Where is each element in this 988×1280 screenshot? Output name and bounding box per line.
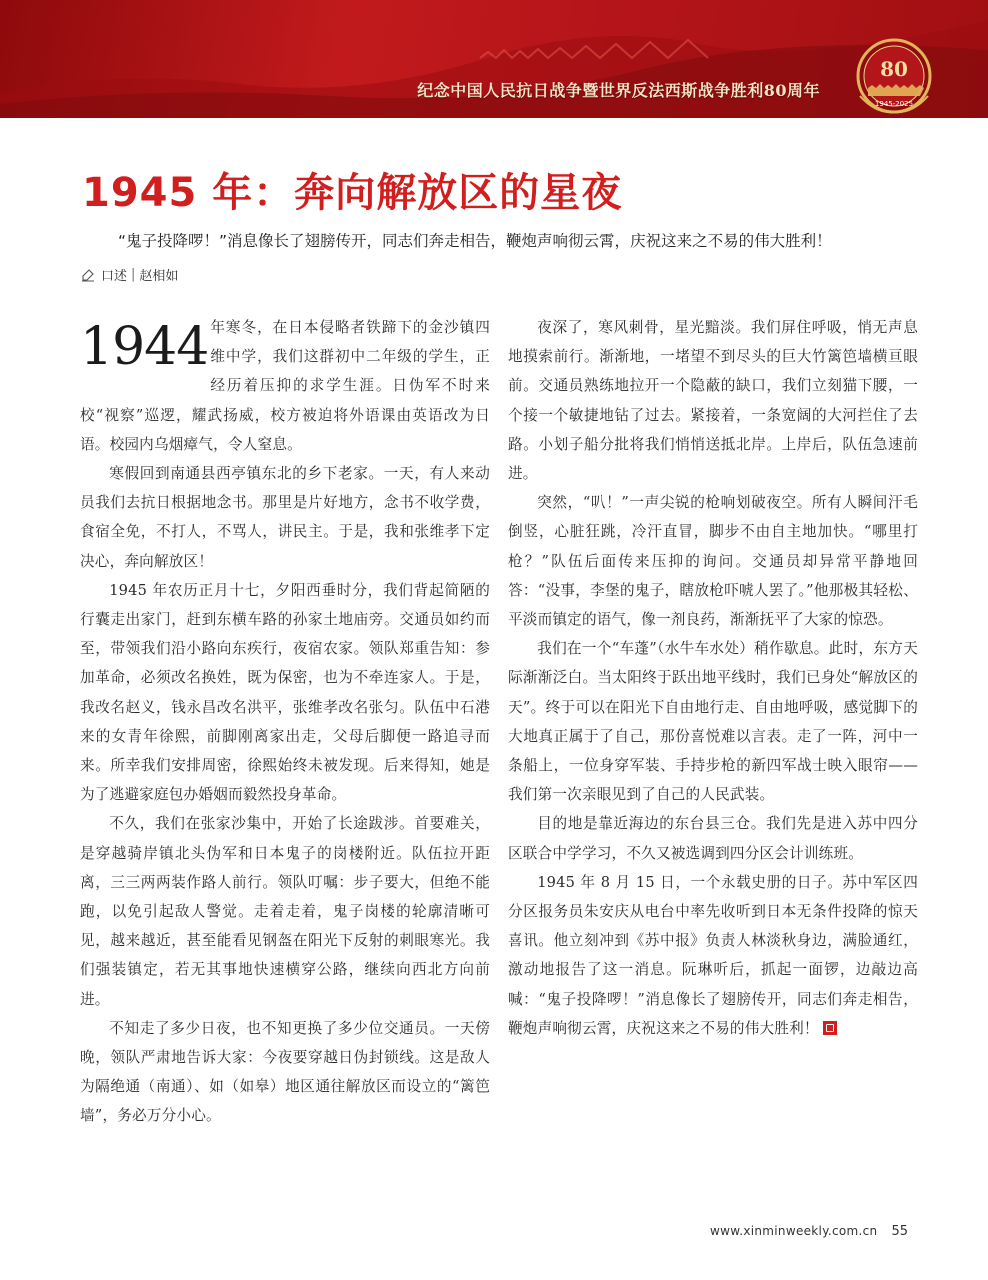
body-paragraph: 我们在一个“车蓬”（水牛车水处）稍作歇息。此时，东方天际渐渐泛白。当太阳终于跃出地平线时，我们已身处“解放区的天”。终于可以在阳光下自由地行走、自由地呼吸，感觉脚下的大地真正属于了自己，那份喜悦难以言表。走了一阵，河中一条船上，一位身穿军装、手持步枪的新四军战士映入眼帘——我们第一次亲眼见到了自己的人民武装。: [508, 640, 918, 804]
article-lead: “鬼子投降啰！”消息像长了翅膀传开，同志们奔走相告，鞭炮声响彻云霄，庆祝这来之不易的伟大胜利！: [118, 232, 832, 250]
end-mark-icon: [823, 1021, 837, 1035]
article-column-left: [80, 313, 490, 1131]
page-footer: [710, 1224, 908, 1239]
banner-title: 纪念中国人民抗日战争暨世界反法西斯战争胜利80周年: [417, 81, 820, 100]
dropcap-year: 1944: [80, 317, 209, 377]
page-number: 55: [891, 1224, 908, 1239]
body-paragraph: 1945 年农历正月十七，夕阳西垂时分，我们背起简陋的行囊走出家门，赶到东横车路的孙家土地庙旁。交通员如约而至，带领我们沿小路向东疾行，夜宿农家。领队郑重告知：参加革命，必须改名换姓，既为保密，也为不牵连家人。于是，我改名赵义，钱永昌改名洪平，张维孝改名张匀。队伍中石港来的女青年徐熙，前脚刚离家出走，父母后脚便一路追寻而来。所幸我们安排周密，徐熙始终未被发现。后来得知，她是为了逃避家庭包办婚姻而毅然投身革命。: [80, 581, 490, 804]
body-paragraph: 不久，我们在张家沙集中，开始了长途跋涉。首要难关，是穿越骑岸镇北头伪军和日本鬼子的岗楼附近。队伍拉开距离，三三两两装作路人前行。领队叮嘱：步子要大，但绝不能跑，以免引起敌人警觉。走着走着，鬼子岗楼的轮廓清晰可见，越来越近，甚至能看见钢盔在阳光下反射的刺眼寒光。我们强装镇定，若无其事地快速横穿公路，继续向西北方向前进。: [80, 815, 490, 1008]
anniversary-emblem-icon: [846, 36, 942, 118]
byline-separator: |: [131, 267, 136, 282]
byline-author: 赵相如: [139, 269, 179, 284]
body-paragraph: 目的地是靠近海边的东台县三仓。我们先是进入苏中四分区联合中学学习，不久又被选调到四分区会计训练班。: [508, 815, 918, 862]
article-column-right: [508, 313, 918, 1043]
footer-url[interactable]: www.xinminweekly.com.cn: [710, 1224, 878, 1238]
body-paragraph: 1944 年寒冬，在日本侵略者铁蹄下的金沙镇四维中学，我们这群初中二年级的学生，正经历着压抑的求学生涯。日伪军不时来校“视察”巡逻，耀武扬威，校方被迫将外语课由英语改为日语。校园内乌烟瘴气，令人窒息。: [80, 317, 490, 453]
emblem-years: 1945-2025: [874, 100, 914, 108]
byline-label: 口述: [101, 269, 128, 284]
commemoration-banner: [0, 0, 988, 118]
body-paragraph: 寒假回到南通县西亭镇东北的乡下老家。一天，有人来动员我们去抗日根据地念书。那里是片好地方，念书不收学费，食宿全免，不打人，不骂人，讲民主。于是，我和张维孝下定决心，奔向解放区！: [80, 465, 490, 570]
body-paragraph: 突然，“叭！”一声尖锐的枪响划破夜空。所有人瞬间汗毛倒竖，心脏狂跳，冷汗直冒，脚步不由自主地加快。“哪里打枪？”队伍后面传来压抑的询问。交通员却异常平静地回答：“没事，李堡的鬼子，瞎放枪吓唬人罢了。”他那极其轻松、平淡而镇定的语气，像一剂良药，渐渐抚平了大家的惊恐。: [508, 494, 918, 629]
emblem-number: 80: [880, 57, 908, 81]
pen-icon: [80, 267, 96, 283]
body-paragraph: 1945 年 8 月 15 日，一个永载史册的日子。苏中军区四分区报务员朱安庆从电台中率先收听到日本无条件投降的惊天喜讯。他立刻冲到《苏中报》负责人林淡秋身边，满脸通红，激动地报告了这一消息。阮琳听后，抓起一面锣，边敲边高喊：“鬼子投降啰！”消息像长了翅膀传开，同志们奔走相告，鞭炮声响彻云霄，庆祝这来之不易的伟大胜利！: [508, 873, 918, 1037]
body-paragraph: 夜深了，寒风刺骨，星光黯淡。我们屏住呼吸，悄无声息地摸索前行。渐渐地，一堵望不到尽头的巨大竹篱笆墙横亘眼前。交通员熟练地拉开一个隐蔽的缺口，我们立刻猫下腰，一个接一个敏捷地钻了过去。紧接着，一条宽阔的大河拦住了去路。小划子船分批将我们悄悄送抵北岸。上岸后，队伍急速前进。: [508, 319, 918, 483]
body-paragraph: 不知走了多少日夜，也不知更换了多少位交通员。一天傍晚，领队严肃地告诉大家：今夜要穿越日伪封锁线。这是敌人为隔绝通（南通）、如（如皋）地区通往解放区而设立的“篱笆墙”，务必万分小心。: [80, 1019, 490, 1125]
article-title: 1945 年：奔向解放区的星夜: [82, 170, 623, 216]
byline: [80, 265, 178, 284]
